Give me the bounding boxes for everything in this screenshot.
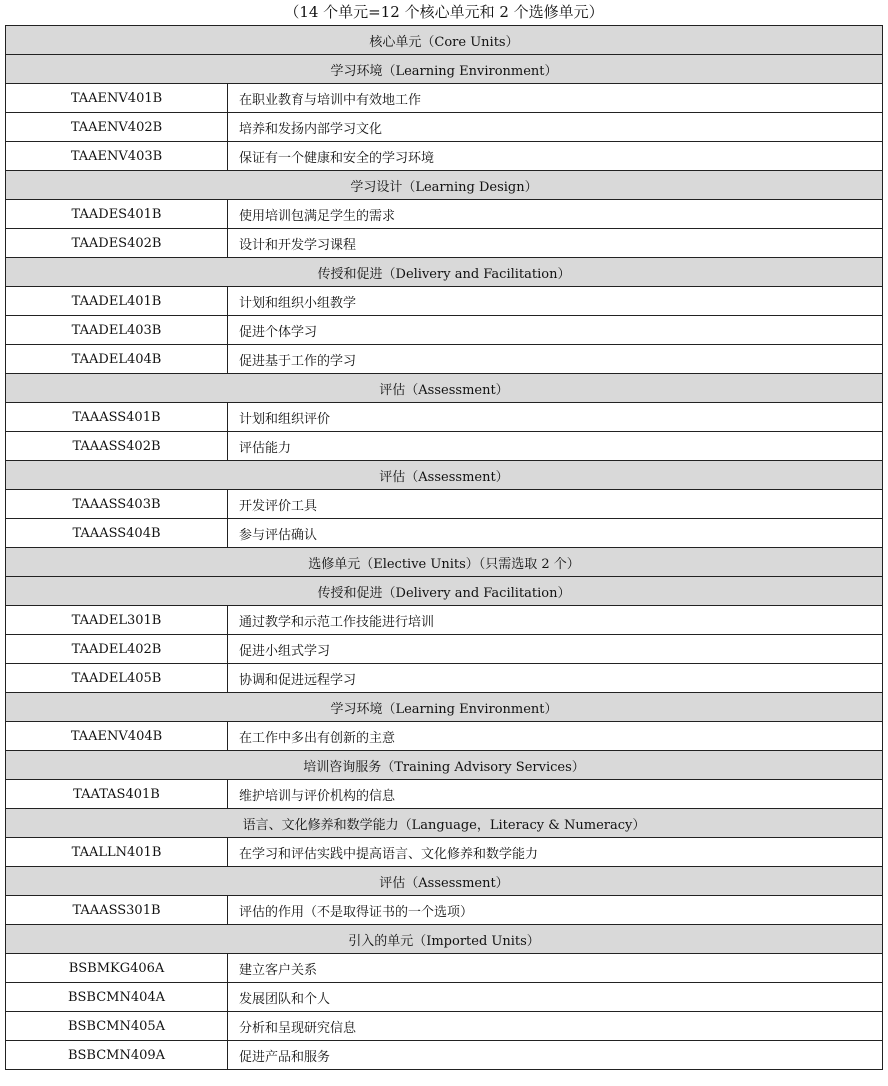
unit-code: TAADES401B	[6, 200, 228, 229]
unit-row	[6, 1041, 883, 1070]
unit-code: TAADEL405B	[6, 664, 228, 693]
unit-title: 开发评价工具	[228, 490, 883, 519]
unit-code: TAAENV402B	[6, 113, 228, 142]
unit-code: TAAENV404B	[6, 722, 228, 751]
unit-title: 计划和组织评价	[228, 403, 883, 432]
section-header-row	[6, 171, 883, 200]
unit-row	[6, 84, 883, 113]
unit-row	[6, 316, 883, 345]
unit-title: 使用培训包满足学生的需求	[228, 200, 883, 229]
unit-code: BSBCMN404A	[6, 983, 228, 1012]
unit-code: TAADEL301B	[6, 606, 228, 635]
unit-title: 促进个体学习	[228, 316, 883, 345]
unit-title: 保证有一个健康和安全的学习环境	[228, 142, 883, 171]
unit-code: TAADEL404B	[6, 345, 228, 374]
unit-title: 促进基于工作的学习	[228, 345, 883, 374]
section-header-row	[6, 55, 883, 84]
unit-title: 设计和开发学习课程	[228, 229, 883, 258]
section-header: 学习环境（Learning Environment）	[6, 55, 883, 84]
section-header-row	[6, 867, 883, 896]
section-header-row	[6, 26, 883, 55]
section-header-row	[6, 693, 883, 722]
unit-code: TAAENV401B	[6, 84, 228, 113]
unit-title: 维护培训与评价机构的信息	[228, 780, 883, 809]
unit-row	[6, 113, 883, 142]
unit-code: TAATAS401B	[6, 780, 228, 809]
unit-row	[6, 983, 883, 1012]
unit-row	[6, 229, 883, 258]
section-header-row	[6, 548, 883, 577]
unit-code: TAADES402B	[6, 229, 228, 258]
unit-code: BSBCMN405A	[6, 1012, 228, 1041]
section-header: 选修单元（Elective Units）（只需选取 2 个）	[6, 548, 883, 577]
unit-title: 发展团队和个人	[228, 983, 883, 1012]
section-header-row	[6, 577, 883, 606]
section-header: 评估（Assessment）	[6, 867, 883, 896]
unit-row	[6, 519, 883, 548]
section-header: 语言、文化修养和数学能力（Language，Literacy & Numeracy）	[6, 809, 883, 838]
section-header: 引入的单元（Imported Units）	[6, 925, 883, 954]
unit-row	[6, 1012, 883, 1041]
section-header-row	[6, 751, 883, 780]
table-caption: （14 个单元=12 个核心单元和 2 个选修单元）	[284, 3, 604, 21]
unit-row	[6, 432, 883, 461]
section-header: 传授和促进（Delivery and Facilitation）	[6, 258, 883, 287]
unit-title: 在职业教育与培训中有效地工作	[228, 84, 883, 113]
unit-code: TAALLN401B	[6, 838, 228, 867]
unit-row	[6, 490, 883, 519]
unit-title: 培养和发扬内部学习文化	[228, 113, 883, 142]
section-header-row	[6, 374, 883, 403]
unit-title: 在工作中多出有创新的主意	[228, 722, 883, 751]
section-header: 评估（Assessment）	[6, 374, 883, 403]
section-header: 传授和促进（Delivery and Facilitation）	[6, 577, 883, 606]
unit-row	[6, 838, 883, 867]
units-table	[5, 25, 883, 1070]
unit-code: BSBMKG406A	[6, 954, 228, 983]
section-header: 培训咨询服务（Training Advisory Services）	[6, 751, 883, 780]
section-header: 核心单元（Core Units）	[6, 26, 883, 55]
unit-row	[6, 287, 883, 316]
unit-title: 评估能力	[228, 432, 883, 461]
unit-code: TAADEL402B	[6, 635, 228, 664]
unit-code: TAAASS403B	[6, 490, 228, 519]
unit-row	[6, 664, 883, 693]
unit-title: 促进小组式学习	[228, 635, 883, 664]
unit-title: 参与评估确认	[228, 519, 883, 548]
unit-title: 促进产品和服务	[228, 1041, 883, 1070]
unit-title: 计划和组织小组教学	[228, 287, 883, 316]
section-header-row	[6, 461, 883, 490]
unit-row	[6, 200, 883, 229]
unit-code: TAAASS401B	[6, 403, 228, 432]
section-header: 评估（Assessment）	[6, 461, 883, 490]
section-header-row	[6, 925, 883, 954]
unit-row	[6, 722, 883, 751]
unit-row	[6, 403, 883, 432]
unit-title: 在学习和评估实践中提高语言、文化修养和数学能力	[228, 838, 883, 867]
unit-code: TAAASS402B	[6, 432, 228, 461]
unit-row	[6, 896, 883, 925]
unit-code: TAAASS404B	[6, 519, 228, 548]
unit-code: TAADEL401B	[6, 287, 228, 316]
unit-row	[6, 780, 883, 809]
unit-title: 协调和促进远程学习	[228, 664, 883, 693]
unit-row	[6, 606, 883, 635]
unit-title: 建立客户关系	[228, 954, 883, 983]
unit-row	[6, 635, 883, 664]
unit-code: TAAASS301B	[6, 896, 228, 925]
unit-title: 评估的作用（不是取得证书的一个选项）	[228, 896, 883, 925]
unit-code: TAADEL403B	[6, 316, 228, 345]
unit-code: TAAENV403B	[6, 142, 228, 171]
unit-row	[6, 345, 883, 374]
units-table-body	[6, 26, 883, 1070]
section-header: 学习环境（Learning Environment）	[6, 693, 883, 722]
unit-row	[6, 142, 883, 171]
unit-code: BSBCMN409A	[6, 1041, 228, 1070]
unit-title: 通过教学和示范工作技能进行培训	[228, 606, 883, 635]
section-header-row	[6, 809, 883, 838]
unit-title: 分析和呈现研究信息	[228, 1012, 883, 1041]
section-header-row	[6, 258, 883, 287]
section-header: 学习设计（Learning Design）	[6, 171, 883, 200]
unit-row	[6, 954, 883, 983]
